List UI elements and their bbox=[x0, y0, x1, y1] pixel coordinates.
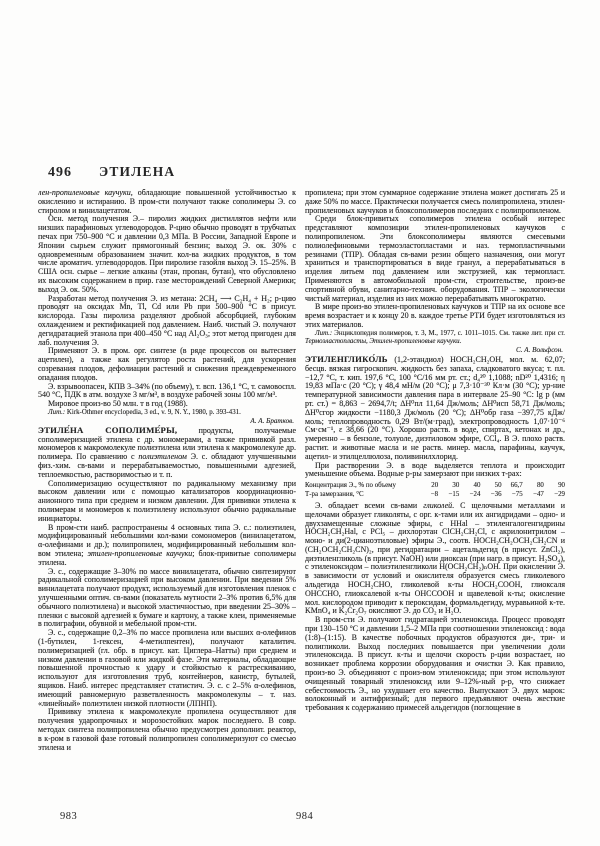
paragraph bbox=[38, 629, 296, 708]
text-segment: Э. с. обладают улучшенными физ.-хим. св-вами и перерабатываемостью, повышенными адгезией, теплоемкостью, растворимостью и т. п. bbox=[38, 452, 296, 479]
text-segment: Лит.: bbox=[48, 408, 66, 416]
table-cell: 20 bbox=[431, 482, 439, 490]
text-segment: При растворении Э. в воде выделяется теплота и происходит уменьшение объема. Водные р-ры замерзают при низких т-рах: bbox=[305, 460, 565, 479]
text-segment: А. А. Братков. bbox=[250, 417, 294, 426]
text-segment: В мире произ-во этилен-пропиленовых каучуков и ТПР на их основе все время возрастает и к концу 20 в. каждое третье РТИ будет изготовляться из этих материалов. bbox=[305, 302, 565, 329]
right-column bbox=[305, 189, 565, 813]
running-head bbox=[48, 163, 175, 181]
table-cell: −47 bbox=[533, 490, 544, 498]
column-number-left: 983 bbox=[60, 811, 78, 822]
paragraph bbox=[38, 480, 296, 524]
literature-reference bbox=[38, 409, 296, 417]
text-segment: (1,2-этандиол) HOCH₂CH₂OH, мол. м. 62,07; бесцв. вязкая гигроскопич. жидкость без запаха, сладковатого вкуса; т. пл. −12,7 °C, т. кип. 197,6 °C, 100 °C/16 мм рт. ст.; d₄²⁰ 1,1088; nD²⁰ 1,4316; η 19,83 мПа·с (20 °C); γ 48,4 мН/м (20 °C); μ 7,3·10⁻³⁰ Кл·м (30 °C); ур-ние температурной зависимости давления пара в интервале 25–90 °C: lg p (мм рт. ст.) = 8,863 − 2694,7/t; ΔH⁰пл 11,64 Дж/моль; ΔH⁰исп 58,71 Дж/моль; ΔH⁰сгор жидкости −1180,3 Дж/моль (20 °C); ΔH⁰обр газа −397,75 кДж/моль; теплопроводность 0,29 Вт/(м·град), электропроводность 1,07·10⁻⁶ См·см⁻¹, ε 38,66 (20 °C). Хорошо раств. в воде, спиртах, кетонах и др., умеренно – в бензоле, толуоле, диэтиловом эфире, CCl₄. В Э. плохо раств. растит. и животные масла и не раств. минер. масла, парафины, каучук, ацетил- и этилцеллюлоза, поливинилхлорид. bbox=[305, 354, 565, 461]
table-cell: −8 bbox=[430, 490, 439, 498]
text-segment: ; блок-привитые сополимеры этилена. bbox=[38, 548, 296, 567]
column-number-right: 984 bbox=[296, 811, 314, 822]
text-segment: Kirk-Othmer encyclopedia, 3 ed., v. 9, N. Y., 1980, p. 393-431. bbox=[65, 408, 241, 416]
text-segment: полиэтиленом bbox=[138, 452, 187, 462]
paragraph bbox=[305, 215, 565, 303]
paragraph bbox=[38, 568, 296, 630]
table-row-label: Концентрация Э., % по объему bbox=[305, 482, 396, 490]
text-segment: Сополимеризацию осуществляют по радикальному механизму при высоком давлении или с помощью катализаторов координационно-анионного типа при среднем и низком давлении. Для прививки этилена к полимерам и мономеров к полиэтилену используют обычно радикальные инициаторы. bbox=[38, 478, 296, 523]
freezing-point-table bbox=[305, 482, 565, 499]
table-cell: −24 bbox=[469, 490, 481, 498]
text-segment: пропилена; при этом суммарное содержание этилена может достигать 25 и даже 50% по массе. Практически получается смесь полипропилена, этилен-пропиленовых каучуков и блоксополимеров последних с полипропиленом. bbox=[305, 189, 565, 215]
table-cell: 30 bbox=[452, 482, 460, 490]
running-head-title: ЭТИЛЕНА bbox=[99, 164, 176, 179]
text-segment: Прививку этилена к макромолекуле пропилена осуществляют для получения ударопрочных и морозостойких марок последнего. В совр. методах синтеза полипропилена обычно предусмотрен дополнит. реактор, в к-ром в газовой фазе готовый полипропилен сополимеризуют со смесью этилена и bbox=[38, 707, 296, 752]
text-segment: гликолей bbox=[423, 500, 453, 510]
text-segment: Мировое произ-во 50 млн. т в год (1988). bbox=[48, 399, 188, 409]
left-column bbox=[38, 189, 296, 813]
paragraph-continuation bbox=[305, 189, 565, 215]
text-segment: . С щелочными металлами и щелочами образует гликоляты, с орг. к-тами или их ангидридами – одно- и двухзамещенные сложные эфиры, с HHal – этиленгалогенгидрины HOCH₂CH₂Hal, с PCl₅ – дихлорэтан ClCH₂CH₂Cl, с акрилонитрилом – моно- и ди(2-цианоэтиловые) эфиры Э., соотв. HOCH₂CH₂OCH₂CH₂CN и (CH₂OCH₂CH₂CN)₂, при дегидратации – ацетальдегид (в присут. ZnCl₂), диэтиленгликоль (в присут. NaOH) или диоксан (при нагр. в присут. H₂SO₄), с этиленоксидом – полиэтиленгликоли H(OCH₂CH₂)ₙOH. При окислении Э. в зависимости от условий и окислителя образуется смесь гликолевого альдегида HOCH₂CHO, гликолевой к-ты HOCH₂COOH, глиоксаля OHCCHO, глиоксалевой к-ты OHCCOOH и щавелевой к-ты; окисление мол. кислородом приводит к пероксидам, формальдегиду, муравьиной к-те. KMnO₄ и K₂Cr₂O₇ окисляют Э. до CO₂ и H₂O. bbox=[305, 500, 565, 616]
table-cell: 40 bbox=[473, 482, 481, 490]
table-row-label: Т-ра замерзания, °C bbox=[305, 490, 364, 498]
table-cell: −15 bbox=[448, 490, 460, 498]
article-start-ethylene-glycol bbox=[305, 355, 565, 462]
table-row bbox=[305, 482, 565, 490]
text-segment: Лит.: bbox=[315, 329, 333, 337]
paragraph bbox=[38, 215, 296, 294]
text-segment: Термоэластопласты, Этилен-пропиленовые каучуки. bbox=[305, 338, 462, 346]
text-segment: В пром-сти наиб. распространены 4 основных типа Э. с.: полиэтилен, модифицированный небольшими кол-вами сомономеров (винилацетатом, α-олефинами и др.); полипропилен, модифицированный небольшим кол-вом этилена; bbox=[38, 522, 296, 558]
text-segment: Э. обладает всеми св-вами bbox=[315, 500, 424, 510]
text-segment: этилен-пропиленовые каучуки bbox=[87, 548, 193, 558]
table-cell: −29 bbox=[554, 490, 565, 498]
paragraph bbox=[305, 462, 565, 480]
text-segment: С. А. Вольфсон. bbox=[515, 346, 563, 355]
text-segment: Э. с., содержащие 0,2–3% по массе пропилена или высших α-олефинов (1-бутилен, 1-гексен, 4-метилпентен), получают каталитич. полимеризацией (гл. обр. в присут. кат. Циглера–Натты) при среднем и низком давлении в газовой или жидкой фазе. Эти материалы, обладающие повышенной прочностью к удару и стойкостью к растрескиванию, используют для изготовления труб, контейнеров, канистр, бутылей, ящиков. Наиб. интерес представляет статистич. Э. с. с 2–5% α-олефинов, имеющий равномерную разветвленность макромолекулы – т. наз. «линейный» полиэтилен низкой плотности (ЛПНП). bbox=[38, 628, 296, 708]
text-segment: ЭТИЛЕНГЛИКО́ЛЬ bbox=[305, 353, 388, 364]
literature-reference bbox=[305, 330, 565, 347]
paragraph bbox=[305, 502, 565, 616]
text-segment: Э. взрывоопасен, КПВ 3–34% (по объему), т. всп. 136,1 °C, т. самовоспл. 540 °C, ПДК в атм. воздухе 3 мг/м³, в воздухе рабочей зоны 100 мг/м³. bbox=[38, 381, 296, 400]
text-segment: продукты, получаемые сополимеризацией этилена с др. мономерами, а также прививкой разл. мономеров к макромолекуле полиэтилена или этилена к макромолекуле др. полимера. По сравнению с bbox=[38, 425, 296, 462]
paragraph-continuation bbox=[38, 189, 296, 215]
paragraph bbox=[38, 295, 296, 348]
paragraph bbox=[38, 383, 296, 401]
text-segment: Разработан метод получения Э. из метана: 2CH₄ ⟶ C₂H₄ + H₂; р-цию проводят на оксидах Mn, Tl, Cd или Pb при 500–900 °C в присут. кислорода. Газы пиролиза разделяют дробной абсорбцией, глубоким охлаждением и ректификацией под давлением. Наиб. чистый Э. получают дегидратацией этанола при 400–450 °C над Al₂O₃; этот метод пригоден для лаб. получения Э. bbox=[38, 293, 296, 347]
paragraph bbox=[38, 400, 296, 409]
table-cell: −36 bbox=[490, 490, 502, 498]
text-segment: Применяют Э. в пром. орг. синтезе (в ряде процессов он вытесняет ацетилен), а также как регулятор роста растений, для ускорения созревания плодов, дефолиации растений и снижения преждевременного опадания плодов. bbox=[38, 346, 296, 382]
table-cell: 80 bbox=[536, 482, 544, 490]
article-start-ethylene-copolymers bbox=[38, 426, 296, 480]
text-segment: ЭТИЛЕ́НА СОПОЛИМЕ́РЫ, bbox=[38, 424, 178, 435]
text-segment: обладающие повышенной устойчивостью к окислению и истиранию. В пром-сти получают также сополимеры Э. со стиролом и винилацетатом. bbox=[38, 189, 296, 215]
text-segment: Осн. метод получения Э.– пиролиз жидких дистиллятов нефти или низших парафиновых углеводородов. Р-цию обычно проводят в трубчатых печах при 750–900 °C и давлении 0,3 МПа. В России, Западной Европе и Японии сырьем служит прямогонный бензин; выход Э. ок. 30% с одновременным образованием значит. кол-ва жидких продуктов, в том числе ароматич. углеводородов. При пиролизе газойля выход Э. 15–25%. В США осн. сырье – легкие алканы (этан, пропан, бутан), что обусловлено их высоким содержанием в прир. газе месторождений Северной Америки; выход Э. ок. 50%. bbox=[38, 214, 296, 294]
paragraph bbox=[38, 347, 296, 382]
text-segment: лен-пропиленовые каучуки, bbox=[38, 189, 133, 197]
table-cell: 50 bbox=[494, 482, 502, 490]
table-cell: 90 bbox=[558, 482, 565, 490]
text-segment: В пром-сти Э. получают гидратацией этиленоксида. Процесс проводят при 130–150 °C и давлении 1,5–2 МПа при соотношении этиленоксид : вода (1:8)–(1:15). В качестве побочных продуктов образуются ди-, три- и полигликоли. Выход последних повышается при увеличении доли этиленоксида. В присут. к-ты и щелочи скорость р-ции возрастает, но возникает проблема коррозии оборудования и очистки Э. Как правило, произ-во Э. объединяют с произ-вом этиленоксида; при этом используют очищенный товарный этиленоксид или 9–12%-ный р-р, что снижает себестоимость Э., но ухудшает его качество. Выпускают Э. двух марок: волоконный и антифризный; для первого предъявляют очень жесткие требования к содержанию примесей альдегидов (поглощение в bbox=[305, 615, 565, 713]
paragraph bbox=[305, 616, 565, 713]
table-cell: 66,7 bbox=[510, 482, 523, 490]
text-segment: Э. с., содержащие 3–30% по массе винилацетата, обычно синтезируют радикальной сополимеризацией при высоком давлении. При введении 5% винилацетата получают продукт, используемый для изготовления пленок с улучшенными оптич. св-вами (показатель мутности 2–3% против 6,5% для обычного полиэтилена) и высокой эластичностью, при введении 25–30% – пленки с высокой адгезией к бумаге и картону, а также клеи, применяемые в полиграфии, обувной и мебельной пром-сти. bbox=[38, 566, 296, 629]
running-head-page-number: 496 bbox=[48, 165, 72, 180]
text-segment: Энциклопедия полимеров, т. 3, М., 1977, с. 1011–1015. См. также лит. при ст. bbox=[332, 329, 565, 337]
table-row bbox=[305, 491, 565, 499]
paragraph bbox=[38, 708, 296, 752]
paragraph bbox=[38, 524, 296, 568]
text-segment: Среди блок-привитых сополимеров этилена особый интерес представляют композиции этилен-пропиленовых каучуков с полипропиленом. Эти блоксополимеры являются смесевыми полиолефиновыми термоэластопластами и наз. термопластичными резинами (ТПР). Обладая св-вами резин общего назначения, они могут храниться и транспортироваться в виде гранул, а перерабатываться в изделия литьем под давлением или экструзией, как термопласт. Применяются в автомобильной пром-сти, строительстве, произ-ве спортивной обуви, санитарно-технич. оборудования. ТПР – экологически чистый материал, изделия из них можно перерабатывать многократно. bbox=[305, 214, 565, 303]
table-cell: −75 bbox=[511, 490, 523, 498]
paragraph bbox=[305, 303, 565, 329]
